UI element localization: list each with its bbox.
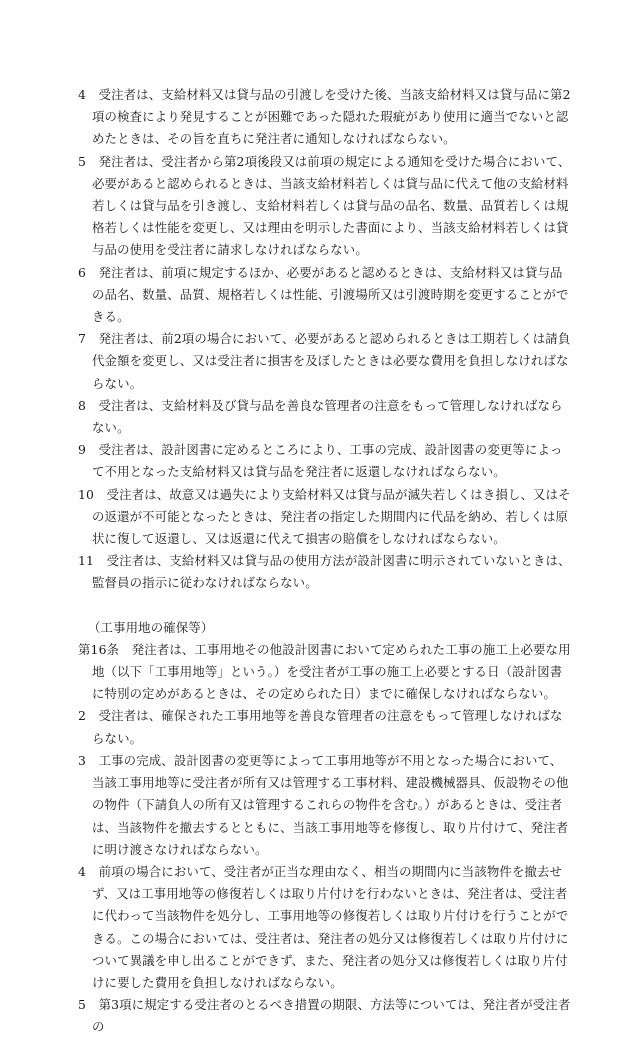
clause-number: 5 — [78, 997, 87, 1013]
clause-number: 9 — [78, 442, 87, 458]
clause-text: 工事の完成、設計図書の変更等によって工事用地等が不用となった場合において、当該工事用地等に受注者が所有又は管理する工事材料、建設機械器具、仮設物その他の物件（下請負人の所有又は管理するこれらの物件を含む。）があるときは、受注者は、当該物件を撤去するとともに、当該工事用地等を修復し、取り片付けて、発注者に明け渡さなければならない。 — [92, 752, 569, 857]
clause-item-2 — [78, 705, 572, 749]
section-spacer — [78, 595, 572, 617]
clause-text: 受注者は、支給材料又は貸与品の引渡しを受けた後、当該支給材料又は貸与品に第2項の検査により発見することが困難であった隠れた瑕疵があり使用に適当でないと認めたときは、その旨を直ちに発注者に通知しなければならない。 — [92, 87, 571, 147]
clause-number: 7 — [78, 331, 87, 347]
clause-item-9 — [78, 439, 572, 483]
clause-number: 6 — [78, 264, 87, 280]
clause-item-4b — [78, 861, 572, 994]
clause-text: 発注者は、前2項の場合において、必要があると認められるときは工期若しくは請負代金額を変更し、又は受注者に損害を及ぼしたときは必要な費用を負担しなければならない。 — [92, 331, 571, 391]
clause-item-3 — [78, 750, 572, 861]
clause-item-11 — [78, 550, 572, 594]
section-supplied-materials — [78, 84, 572, 595]
section-site-securing — [78, 617, 572, 1039]
clause-number: 11 — [78, 553, 95, 569]
clause-number: 8 — [78, 397, 87, 413]
clause-number: 4 — [78, 863, 87, 879]
clause-text: 前項の場合において、受注者が正当な理由なく、相当の期間内に当該物件を撤去せず、又は工事用地等の修復若しくは取り片付けを行わないときは、発注者は、受注者に代わって当該物件を処分し、工事用地等の修復若しくは取り片付けを行うことができる。この場合においては、受注者は、発注者の処分又は修復若しくは取り片付けについて異議を申し出ることができず、また、発注者の処分又は修復若しくは取り片付けに要した費用を負担しなければならない。 — [92, 863, 569, 990]
article-heading: （工事用地の確保等） — [88, 619, 214, 635]
clause-item-4 — [78, 84, 572, 151]
clause-item-7 — [78, 328, 572, 395]
clause-item-6 — [78, 262, 572, 329]
clause-text: 受注者は、支給材料又は貸与品の使用方法が設計図書に明示されていないときは、監督員の指示に従わなければならない。 — [92, 553, 571, 591]
article-label: 第16条 — [78, 641, 120, 657]
clause-number: 2 — [78, 708, 87, 724]
article-16 — [78, 639, 572, 706]
clause-text: 発注者は、受注者から第2項後段又は前項の規定による通知を受けた場合において、必要があると認められるときは、当該支給材料若しくは貸与品に代えて他の支給材料若しくは貸与品を引き渡し、支給材料若しくは貸与品の品名、数量、品質若しくは規格若しくは性能を変更し、又は理由を明示した書面により、当該支給材料若しくは貸与品の使用を受注者に請求しなければならない。 — [92, 153, 571, 258]
clause-item-10 — [78, 484, 572, 551]
clause-number: 10 — [78, 486, 95, 502]
clause-item-8 — [78, 395, 572, 439]
clause-text: 受注者は、設計図書に定めるところにより、工事の完成、設計図書の変更等によって不用となった支給材料又は貸与品を発注者に返還しなければならない。 — [92, 442, 563, 480]
clause-number: 3 — [78, 752, 87, 768]
clause-item-5b — [78, 994, 572, 1038]
clause-text: 発注者は、前項に規定するほか、必要があると認めるときは、支給材料又は貸与品の品名、数量、品質、規格若しくは性能、引渡場所又は引渡時期を変更することができる。 — [92, 264, 569, 325]
clause-text: 第3項に規定する受注者のとるべき措置の期限、方法等については、発注者が受注者の — [92, 997, 571, 1035]
clause-number: 5 — [78, 153, 87, 169]
clause-text: 受注者は、確保された工事用地等を善良な管理者の注意をもって管理しなければならない。 — [92, 708, 563, 746]
article-text: 発注者は、工事用地その他設計図書において定められた工事の施工上必要な用地（以下「工事用地等」という。）を受注者が工事の施工上必要とする日（設計図書に特別の定めがあるときは、その定められた日）までに確保しなければならない。 — [92, 641, 571, 702]
clause-text: 受注者は、支給材料及び貸与品を善良な管理者の注意をもって管理しなければならない。 — [92, 397, 563, 436]
clause-number: 4 — [78, 87, 87, 102]
clause-item-5 — [78, 151, 572, 262]
clause-text: 受注者は、故意又は過失により支給材料又は貸与品が滅失若しくはき損し、又はその返還が不可能となったときは、発注者の指定した期間内に代品を納め、若しくは原状に復して返還し、又は返還に代えて損害の賠償をしなければならない。 — [92, 486, 571, 547]
